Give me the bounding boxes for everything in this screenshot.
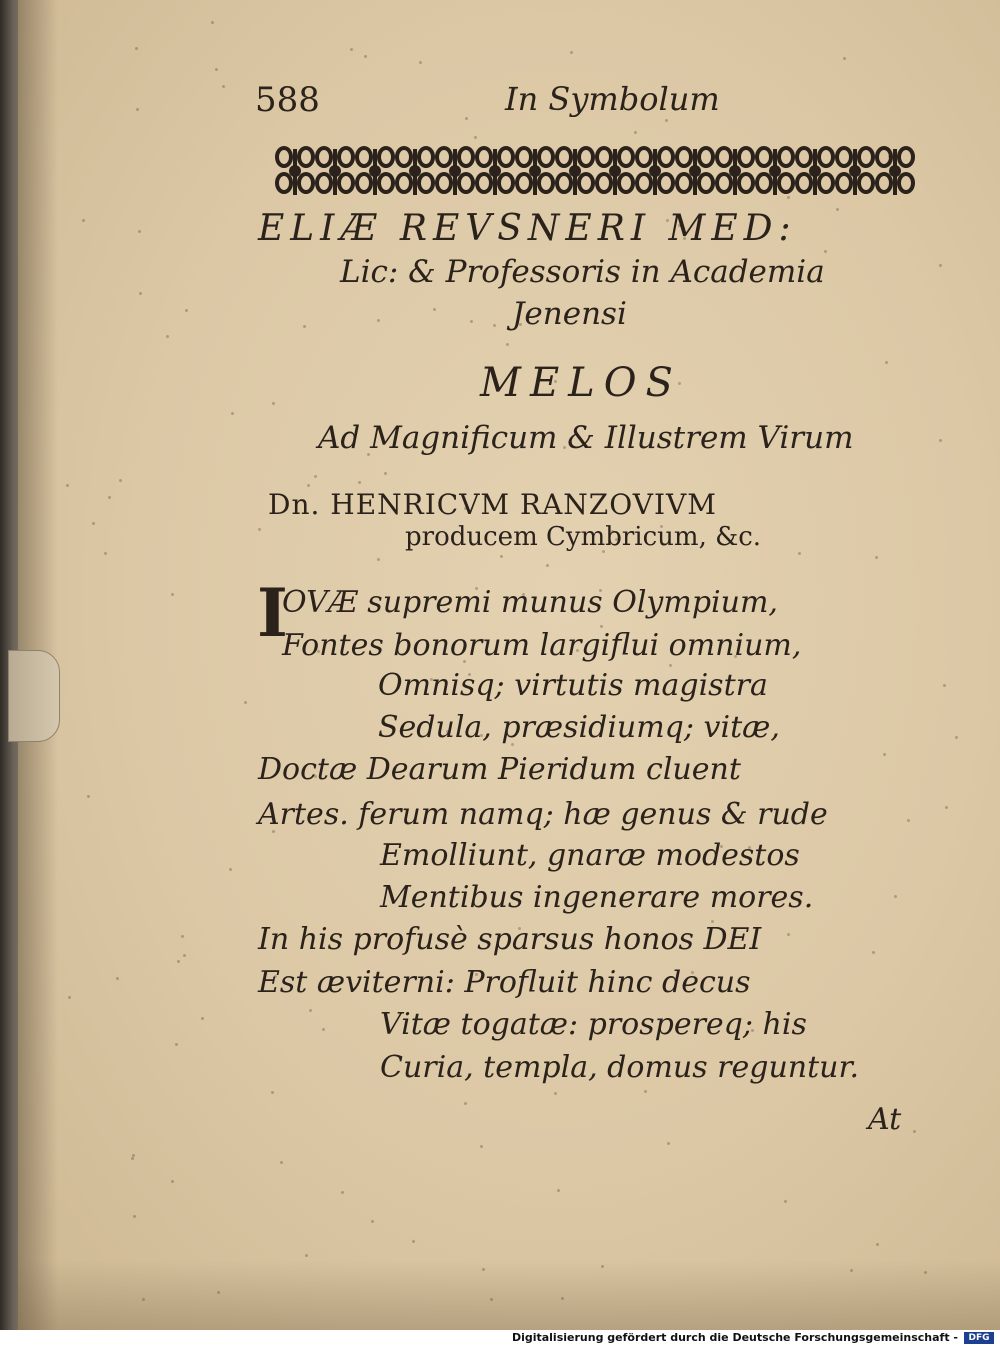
ornament-motif <box>717 148 753 195</box>
paper-speck <box>309 1009 312 1012</box>
ornament-motif <box>677 148 713 195</box>
dedication-name: Dn. HENRICVM RANZOVIVM <box>268 488 717 521</box>
paper-speck <box>314 475 317 478</box>
ornament-motif <box>357 148 393 195</box>
paper-speck <box>104 552 107 555</box>
paper-speck <box>557 1189 560 1192</box>
paper-speck <box>371 1220 374 1223</box>
paper-speck <box>464 1102 467 1105</box>
dedication-title: producem Cymbricum, &c. <box>405 522 762 552</box>
paper-speck <box>258 528 261 531</box>
digitization-footer <box>0 1330 1000 1347</box>
paper-speck <box>171 1180 174 1183</box>
paper-speck <box>490 1298 493 1301</box>
paper-speck <box>836 208 839 211</box>
verse-line: Omnisq; virtutis magistra <box>378 668 768 703</box>
dfg-logo: DFG <box>964 1332 994 1344</box>
heading-place: Jenensi <box>512 296 627 332</box>
paper-speck <box>322 1028 325 1031</box>
paper-speck <box>876 1243 879 1246</box>
paper-speck <box>665 119 668 122</box>
paper-speck <box>669 664 672 667</box>
paper-speck <box>272 402 275 405</box>
paper-speck <box>554 1092 557 1095</box>
paper-speck <box>939 439 942 442</box>
verse-line: Sedula, præsidiumq; vitæ, <box>378 710 780 745</box>
drop-cap: I <box>257 574 288 652</box>
funding-credit: Digitalisierung gefördert durch die Deutsche Forschungsgemeinschaft - <box>511 1331 958 1344</box>
paper-speck <box>358 481 361 484</box>
paper-speck <box>377 558 380 561</box>
verse-line: Mentibus ingenerare mores. <box>380 880 814 915</box>
verse-line: Fontes bonorum largiflui omnium, <box>282 628 802 663</box>
heading-author: ELIÆ REVSNERI MED: <box>258 208 797 249</box>
ornament-motif <box>797 148 833 195</box>
paper-speck <box>131 1157 134 1160</box>
paper-speck <box>350 48 353 51</box>
paper-speck <box>850 1269 853 1272</box>
paper-speck <box>116 977 119 980</box>
paper-speck <box>955 736 958 739</box>
paper-speck <box>108 496 111 499</box>
paper-speck <box>500 555 503 558</box>
paper-speck <box>482 1268 485 1271</box>
heading-title-line: Lic: & Professoris in Academia <box>340 254 825 290</box>
paper-speck <box>601 1265 604 1268</box>
paper-speck <box>185 309 188 312</box>
paper-speck <box>87 795 90 798</box>
ornament-motif <box>837 148 873 195</box>
page-clip-tab <box>8 650 60 742</box>
ornament-motif <box>757 148 793 195</box>
paper-speck <box>222 85 225 88</box>
paper-speck <box>119 479 122 482</box>
ornament-motif <box>877 148 913 195</box>
paper-speck <box>139 292 142 295</box>
verse-line: Vitæ togatæ: prospereq; his <box>380 1007 807 1042</box>
paper-speck <box>244 701 247 704</box>
ornament-motif <box>477 148 513 195</box>
page-number: 588 <box>255 80 320 120</box>
paper-speck <box>177 960 180 963</box>
verse-line: OVÆ supremi munus Olympium, <box>282 585 778 620</box>
ornament-motif <box>277 148 313 195</box>
paper-speck <box>885 361 888 364</box>
ornament-motif <box>637 148 673 195</box>
ornament-motif <box>597 148 633 195</box>
verse-line: Est æviterni: Profluit hinc decus <box>258 965 751 1000</box>
paper-speck <box>307 484 310 487</box>
paper-speck <box>883 753 886 756</box>
paper-speck <box>341 1191 344 1194</box>
paper-speck <box>384 472 387 475</box>
paper-speck <box>546 564 549 567</box>
paper-speck <box>907 819 910 822</box>
verse-line: Doctæ Dearum Pieridum cluent <box>258 752 741 787</box>
paper-speck <box>181 935 184 938</box>
ornament-motif <box>557 148 593 195</box>
ornament-motif <box>437 148 473 195</box>
paper-speck <box>824 250 827 253</box>
ornament-band <box>275 143 915 201</box>
paper-speck <box>280 1161 283 1164</box>
paper-speck <box>894 895 897 898</box>
verse-line: Artes. ferum namq; hæ genus & rude <box>258 797 828 832</box>
paper-speck <box>945 806 948 809</box>
paper-speck <box>166 335 169 338</box>
verse-line: Emolliunt, gnaræ modestos <box>380 838 800 873</box>
dedication-line: Ad Magnificum & Illustrem Virum <box>318 420 854 456</box>
verse-line: In his profusè sparsus honos DEI <box>258 922 762 957</box>
ornament-motif <box>317 148 353 195</box>
catchword: At <box>868 1102 902 1137</box>
paper-speck <box>913 1130 916 1133</box>
ornament-motif <box>517 148 553 195</box>
verse-line: Curia, templa, domus reguntur. <box>380 1050 860 1085</box>
paper-speck <box>433 308 436 311</box>
poem-title: MELOS <box>480 360 682 406</box>
paper-speck <box>787 933 790 936</box>
ornament-motif <box>397 148 433 195</box>
paper-speck <box>943 684 946 687</box>
paper-speck <box>68 996 71 999</box>
running-head: In Symbolum <box>505 80 720 118</box>
